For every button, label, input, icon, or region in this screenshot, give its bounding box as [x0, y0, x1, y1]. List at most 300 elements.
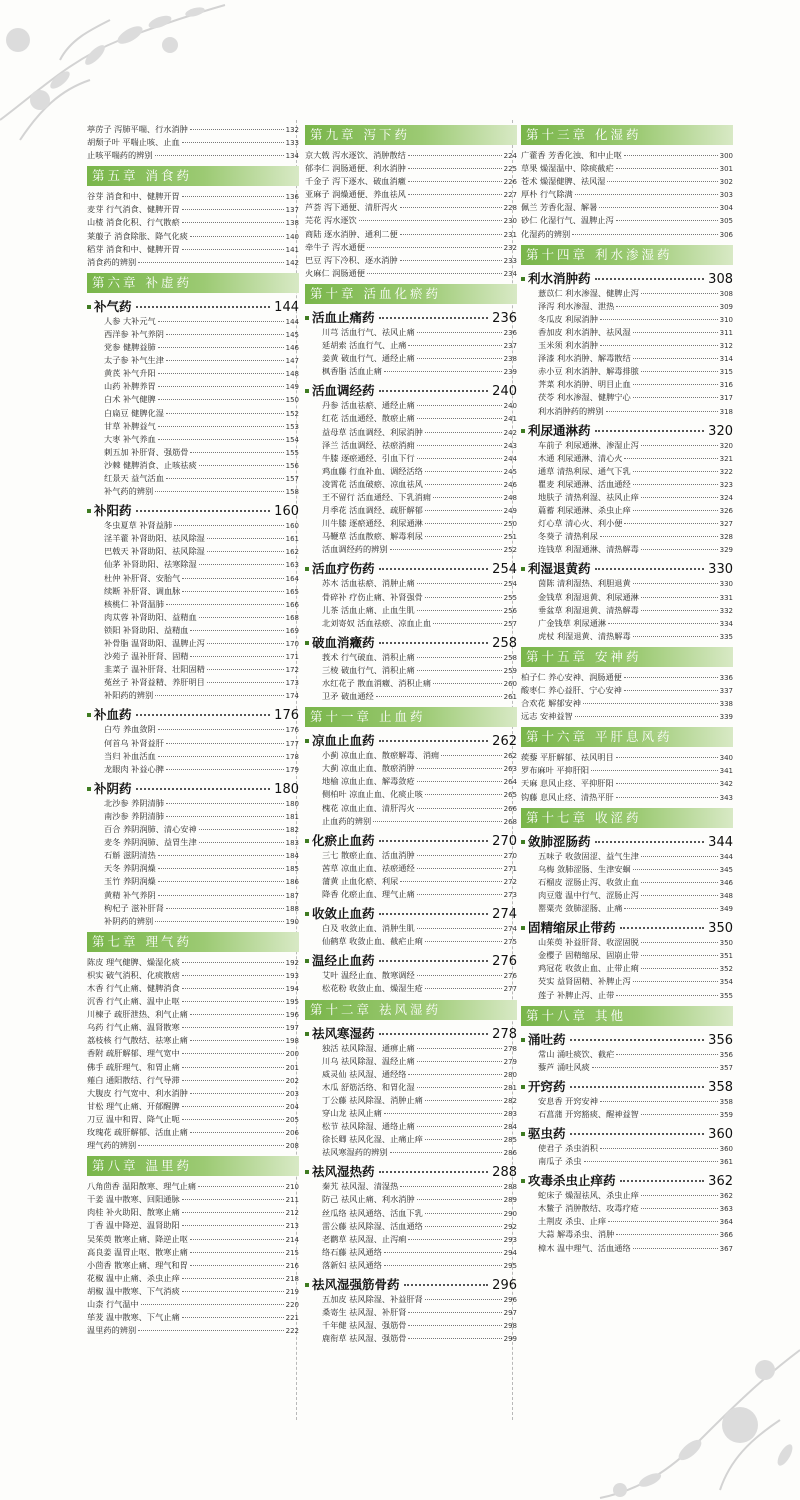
toc-entry[interactable]: [87, 572, 299, 585]
toc-entry[interactable]: [305, 802, 517, 815]
dot-leader: [600, 345, 718, 346]
toc-entry[interactable]: [87, 611, 299, 624]
toc-entry[interactable]: [87, 676, 299, 689]
toc-entry[interactable]: [305, 1180, 517, 1193]
entry-page-number: 302: [719, 178, 733, 187]
entry-title: 南瓜子 杀虫: [538, 1156, 582, 1167]
section-heading[interactable]: [305, 1275, 517, 1293]
toc-entry[interactable]: [521, 630, 733, 643]
toc-entry[interactable]: [87, 393, 299, 406]
toc-entry[interactable]: [521, 1061, 733, 1074]
toc-entry[interactable]: [305, 254, 517, 267]
toc-entry[interactable]: [87, 763, 299, 776]
toc-entry[interactable]: [305, 175, 517, 188]
toc-entry[interactable]: [305, 149, 517, 162]
toc-entry[interactable]: [87, 737, 299, 750]
toc-entry[interactable]: [87, 216, 299, 229]
toc-entry[interactable]: [87, 243, 299, 256]
toc-entry[interactable]: [521, 889, 733, 902]
toc-entry[interactable]: [521, 300, 733, 313]
toc-entry[interactable]: [521, 378, 733, 391]
toc-entry[interactable]: [87, 875, 299, 888]
entry-page-number: 228: [503, 204, 517, 213]
toc-entry[interactable]: [87, 1219, 299, 1232]
toc-entry[interactable]: [521, 391, 733, 404]
toc-entry[interactable]: [305, 439, 517, 452]
toc-entry[interactable]: [305, 591, 517, 604]
toc-entry[interactable]: [521, 1108, 733, 1121]
entry-title: 太子参 补气生津: [104, 355, 164, 366]
toc-entry[interactable]: [521, 162, 733, 175]
entry-title: 芫花 泻水逐饮: [305, 215, 357, 226]
toc-entry[interactable]: [305, 1081, 517, 1094]
toc-entry[interactable]: [305, 788, 517, 801]
dot-leader: [379, 913, 489, 915]
toc-entry[interactable]: [305, 339, 517, 352]
section-heading[interactable]: [521, 1124, 733, 1142]
toc-entry[interactable]: [521, 863, 733, 876]
toc-entry[interactable]: [305, 241, 517, 254]
toc-entry[interactable]: [305, 1306, 517, 1319]
toc-entry[interactable]: [521, 989, 733, 1002]
toc-entry[interactable]: [87, 532, 299, 545]
toc-entry[interactable]: [521, 352, 733, 365]
toc-entry[interactable]: [521, 313, 733, 326]
square-bullet-icon: [521, 926, 525, 930]
entry-page-number: 150: [285, 396, 299, 405]
toc-entry[interactable]: [87, 723, 299, 736]
toc-entry[interactable]: [521, 684, 733, 697]
entry-page-number: 338: [719, 700, 733, 709]
entry-title: 化湿药的辨别: [521, 228, 571, 239]
dot-leader: [182, 142, 284, 143]
toc-entry[interactable]: [87, 1193, 299, 1206]
section-heading[interactable]: [305, 951, 517, 969]
entry-page-number: 180: [285, 799, 299, 808]
toc-entry[interactable]: [305, 1220, 517, 1233]
toc-entry[interactable]: [87, 823, 299, 836]
toc-entry[interactable]: [305, 1042, 517, 1055]
toc-entry[interactable]: [87, 1047, 299, 1060]
toc-entry[interactable]: [87, 995, 299, 1008]
toc-entry[interactable]: [521, 188, 733, 201]
entry-page-number: 317: [719, 394, 733, 403]
toc-entry[interactable]: [521, 326, 733, 339]
section-title-text: 温经止血药: [312, 953, 375, 969]
dot-leader: [425, 1139, 502, 1140]
toc-entry[interactable]: [305, 577, 517, 590]
toc-entry[interactable]: [521, 339, 733, 352]
section-heading[interactable]: [521, 918, 733, 936]
section-heading[interactable]: [521, 421, 733, 439]
toc-entry[interactable]: [87, 1021, 299, 1034]
toc-entry[interactable]: [305, 162, 517, 175]
toc-entry[interactable]: [521, 1242, 733, 1255]
toc-entry[interactable]: [521, 201, 733, 214]
toc-entry[interactable]: [305, 1107, 517, 1120]
dot-leader: [207, 551, 284, 552]
toc-entry[interactable]: [87, 1233, 299, 1246]
toc-entry[interactable]: [305, 1120, 517, 1133]
toc-entry[interactable]: [87, 810, 299, 823]
section-title-text: 破血消癥药: [312, 634, 375, 650]
toc-entry[interactable]: [305, 530, 517, 543]
entry-page-number: 281: [503, 1083, 517, 1092]
entry-title: 罗布麻叶 平抑肝阳: [521, 765, 590, 776]
toc-entry[interactable]: [87, 519, 299, 532]
toc-entry[interactable]: [305, 969, 517, 982]
toc-entry[interactable]: [305, 1319, 517, 1332]
entry-title: 丁香 温中降逆、温肾助阳: [87, 1220, 180, 1231]
section-heading[interactable]: [521, 559, 733, 577]
section-heading[interactable]: [305, 381, 517, 399]
entry-page-number: 311: [719, 328, 733, 337]
dot-leader: [166, 413, 284, 414]
dot-leader: [417, 670, 502, 671]
toc-entry[interactable]: [87, 485, 299, 498]
toc-entry[interactable]: [521, 1228, 733, 1241]
toc-entry[interactable]: [305, 352, 517, 365]
entry-title: 火麻仁 润肠通便: [305, 267, 365, 278]
toc-entry[interactable]: [305, 478, 517, 491]
toc-entry[interactable]: [521, 710, 733, 723]
section-heading[interactable]: [305, 1024, 517, 1042]
section-heading[interactable]: [305, 633, 517, 651]
toc-entry[interactable]: [87, 190, 299, 203]
toc-entry[interactable]: [305, 677, 517, 690]
toc-entry[interactable]: [521, 175, 733, 188]
section-title: [305, 633, 375, 651]
entry-title: 常山 涌吐痰饮、截疟: [538, 1048, 615, 1059]
toc-entry[interactable]: [521, 777, 733, 790]
toc-entry[interactable]: [521, 214, 733, 227]
toc-entry[interactable]: [521, 228, 733, 241]
toc-entry[interactable]: [87, 1061, 299, 1074]
dot-leader: [417, 657, 502, 658]
toc-entry[interactable]: [521, 876, 733, 889]
entry-page-number: 145: [285, 330, 299, 339]
section-heading[interactable]: [521, 269, 733, 287]
toc-entry[interactable]: [87, 380, 299, 393]
toc-entry[interactable]: [87, 459, 299, 472]
toc-entry[interactable]: [87, 585, 299, 598]
toc-entry[interactable]: [87, 315, 299, 328]
toc-entry[interactable]: [87, 230, 299, 243]
toc-entry[interactable]: [521, 1202, 733, 1215]
toc-entry[interactable]: [87, 1139, 299, 1152]
toc-entry[interactable]: [87, 123, 299, 136]
section-heading[interactable]: [87, 705, 299, 723]
dot-leader: [400, 1186, 501, 1187]
entry-title: 北刘寄奴 活血祛瘀、凉血止血: [322, 617, 432, 628]
toc-entry[interactable]: [87, 433, 299, 446]
toc-entry[interactable]: [521, 949, 733, 962]
toc-entry[interactable]: [87, 1074, 299, 1087]
section-title: [305, 1162, 375, 1180]
toc-entry[interactable]: [87, 558, 299, 571]
toc-entry[interactable]: [521, 1215, 733, 1228]
toc-entry[interactable]: [87, 915, 299, 928]
toc-entry[interactable]: [305, 1133, 517, 1146]
entry-title: 莱菔子 消食除胀、降气化痰: [87, 230, 188, 241]
dot-leader: [633, 869, 718, 870]
toc-entry[interactable]: [521, 1155, 733, 1168]
toc-entry[interactable]: [87, 1113, 299, 1126]
toc-entry[interactable]: [87, 341, 299, 354]
entry-page-number: 292: [503, 1222, 517, 1231]
toc-entry[interactable]: [87, 149, 299, 162]
toc-entry[interactable]: [87, 367, 299, 380]
entry-page-number: 332: [719, 606, 733, 615]
toc-entry[interactable]: [87, 1298, 299, 1311]
toc-entry[interactable]: [87, 862, 299, 875]
toc-entry[interactable]: [87, 136, 299, 149]
section-heading[interactable]: [521, 1030, 733, 1048]
toc-entry[interactable]: [87, 203, 299, 216]
toc-entry[interactable]: [521, 1142, 733, 1155]
toc-entry[interactable]: [305, 888, 517, 901]
dot-leader: [433, 497, 502, 498]
toc-entry[interactable]: [521, 591, 733, 604]
entry-page-number: 234: [503, 269, 517, 278]
toc-entry[interactable]: [305, 1233, 517, 1246]
toc-entry[interactable]: [305, 1055, 517, 1068]
section-heading[interactable]: [305, 308, 517, 326]
toc-entry[interactable]: [305, 365, 517, 378]
toc-entry[interactable]: [87, 1259, 299, 1272]
toc-entry[interactable]: [305, 517, 517, 530]
toc-entry[interactable]: [305, 1094, 517, 1107]
toc-entry[interactable]: [305, 1259, 517, 1272]
toc-entry[interactable]: [521, 1189, 733, 1202]
toc-entry[interactable]: [87, 1206, 299, 1219]
toc-entry[interactable]: [87, 1324, 299, 1337]
entry-title: 甘松 理气止痛、开郁醒脾: [87, 1100, 180, 1111]
entry-title: 理气药的辨别: [87, 1140, 137, 1151]
toc-entry[interactable]: [305, 862, 517, 875]
toc-entry[interactable]: [305, 267, 517, 280]
toc-entry[interactable]: [87, 446, 299, 459]
toc-entry[interactable]: [87, 956, 299, 969]
section-heading[interactable]: [521, 1077, 733, 1095]
section-title-text: 活血调经药: [312, 383, 375, 399]
toc-entry[interactable]: [305, 1332, 517, 1345]
toc-entry[interactable]: [521, 697, 733, 710]
dot-leader: [155, 491, 283, 492]
toc-entry[interactable]: [521, 791, 733, 804]
toc-entry[interactable]: [305, 399, 517, 412]
chapter-heading: 第十五章 安神药: [521, 647, 733, 667]
toc-entry[interactable]: [87, 407, 299, 420]
toc-entry[interactable]: [87, 1180, 299, 1193]
toc-entry[interactable]: [305, 935, 517, 948]
toc-entry[interactable]: [87, 1100, 299, 1113]
toc-entry[interactable]: [521, 902, 733, 915]
entry-page-number: 266: [503, 804, 517, 813]
toc-entry[interactable]: [87, 256, 299, 269]
toc-entry[interactable]: [521, 1048, 733, 1061]
section-heading[interactable]: [521, 832, 733, 850]
toc-entry[interactable]: [305, 775, 517, 788]
section-heading[interactable]: [87, 297, 299, 315]
toc-entry[interactable]: [87, 1285, 299, 1298]
section-heading[interactable]: [305, 559, 517, 577]
toc-entry[interactable]: [305, 1293, 517, 1306]
toc-entry[interactable]: [305, 412, 517, 425]
toc-entry[interactable]: [521, 287, 733, 300]
entry-page-number: 296: [503, 1296, 517, 1304]
toc-entry[interactable]: [87, 420, 299, 433]
section-heading[interactable]: [305, 731, 517, 749]
toc-entry[interactable]: [521, 543, 733, 556]
entry-title: 商陆 逐水消肿、通利二便: [305, 228, 398, 239]
entry-title: 通草 清热利尿、通气下乳: [538, 465, 631, 476]
toc-entry[interactable]: [87, 545, 299, 558]
dot-leader: [182, 196, 284, 197]
toc-entry[interactable]: [305, 543, 517, 556]
toc-entry[interactable]: [305, 188, 517, 201]
toc-entry[interactable]: [521, 465, 733, 478]
toc-entry[interactable]: [521, 577, 733, 590]
toc-entry[interactable]: [521, 751, 733, 764]
toc-entry[interactable]: [87, 1087, 299, 1100]
dot-leader: [616, 220, 718, 221]
dot-leader: [408, 168, 502, 169]
toc-entry[interactable]: [87, 663, 299, 676]
toc-entry[interactable]: [305, 1207, 517, 1220]
toc-entry[interactable]: [87, 637, 299, 650]
toc-entry[interactable]: [87, 1311, 299, 1324]
toc-entry[interactable]: [305, 326, 517, 339]
toc-entry[interactable]: [305, 452, 517, 465]
toc-entry[interactable]: [305, 1146, 517, 1159]
toc-entry[interactable]: [305, 491, 517, 504]
toc-entry[interactable]: [521, 452, 733, 465]
toc-entry[interactable]: [305, 1068, 517, 1081]
entry-page-number: 342: [719, 780, 733, 789]
toc-entry[interactable]: [305, 604, 517, 617]
toc-entry[interactable]: [305, 465, 517, 478]
toc-entry[interactable]: [87, 1126, 299, 1139]
section-heading[interactable]: [87, 501, 299, 519]
toc-entry[interactable]: [521, 975, 733, 988]
dot-leader: [190, 630, 283, 631]
toc-entry[interactable]: [521, 530, 733, 543]
toc-entry[interactable]: [87, 472, 299, 485]
toc-entry[interactable]: [305, 690, 517, 703]
section-heading[interactable]: [87, 779, 299, 797]
toc-entry[interactable]: [521, 1095, 733, 1108]
toc-entry[interactable]: [521, 504, 733, 517]
dot-leader: [633, 484, 718, 485]
section-title: [521, 832, 591, 850]
entry-page-number: 158: [285, 488, 299, 497]
section-heading[interactable]: [305, 1162, 517, 1180]
toc-entry[interactable]: [521, 764, 733, 777]
toc-entry[interactable]: [87, 598, 299, 611]
toc-entry[interactable]: [305, 762, 517, 775]
entry-title: 地肤子 清热利湿、祛风止痒: [538, 491, 639, 502]
toc-entry[interactable]: [521, 604, 733, 617]
entry-page-number: 232: [503, 243, 517, 252]
toc-entry[interactable]: [521, 850, 733, 863]
toc-entry[interactable]: [87, 889, 299, 902]
toc-entry[interactable]: [305, 664, 517, 677]
toc-entry[interactable]: [87, 1272, 299, 1285]
toc-entry[interactable]: [521, 439, 733, 452]
toc-entry[interactable]: [305, 617, 517, 630]
dot-leader: [166, 816, 284, 817]
toc-entry[interactable]: [305, 651, 517, 664]
entry-page-number: 355: [719, 991, 733, 1000]
entry-title: 大枣 补气养血: [104, 433, 156, 444]
entry-page-number: 312: [719, 342, 733, 351]
toc-entry[interactable]: [87, 849, 299, 862]
toc-entry[interactable]: [521, 478, 733, 491]
toc-entry[interactable]: [87, 797, 299, 810]
toc-entry[interactable]: [87, 1008, 299, 1021]
toc-entry[interactable]: [305, 815, 517, 828]
entry-title: 枳实 破气消积、化痰散痞: [87, 969, 180, 980]
toc-entry[interactable]: [305, 214, 517, 227]
toc-entry[interactable]: [87, 624, 299, 637]
toc-entry[interactable]: [305, 228, 517, 241]
section-heading[interactable]: [305, 831, 517, 849]
toc-entry[interactable]: [305, 426, 517, 439]
toc-entry[interactable]: [305, 875, 517, 888]
toc-entry[interactable]: [305, 504, 517, 517]
entry-title: 骨碎补 疗伤止痛、补肾强骨: [322, 591, 423, 602]
toc-entry[interactable]: [521, 617, 733, 630]
section-heading[interactable]: [305, 904, 517, 922]
toc-entry[interactable]: [521, 671, 733, 684]
toc-entry[interactable]: [305, 749, 517, 762]
toc-entry[interactable]: [521, 517, 733, 530]
square-bullet-icon: [305, 959, 309, 963]
toc-entry[interactable]: [521, 365, 733, 378]
toc-entry[interactable]: [87, 689, 299, 702]
toc-entry[interactable]: [305, 1246, 517, 1259]
toc-entry[interactable]: [305, 922, 517, 935]
toc-entry[interactable]: [521, 405, 733, 418]
toc-entry[interactable]: [87, 750, 299, 763]
toc-entry[interactable]: [87, 1246, 299, 1259]
toc-entry[interactable]: [521, 149, 733, 162]
toc-entry[interactable]: [87, 982, 299, 995]
entry-title: 补骨脂 温肾助阳、温脾止泻: [104, 638, 205, 648]
toc-entry[interactable]: [305, 849, 517, 862]
entry-page-number: 220: [285, 1301, 299, 1310]
toc-entry[interactable]: [305, 201, 517, 214]
entry-title: 肉豆蔻 温中行气、涩肠止泻: [538, 889, 639, 900]
toc-entry[interactable]: [87, 902, 299, 915]
entry-page-number: 348: [719, 891, 733, 900]
toc-entry[interactable]: [87, 328, 299, 341]
toc-entry[interactable]: [87, 650, 299, 663]
section-heading[interactable]: [521, 1171, 733, 1189]
toc-entry[interactable]: [87, 969, 299, 982]
toc-entry[interactable]: [521, 491, 733, 504]
toc-entry[interactable]: [87, 1034, 299, 1047]
toc-entry[interactable]: [521, 936, 733, 949]
toc-entry[interactable]: [521, 962, 733, 975]
toc-entry[interactable]: [305, 982, 517, 995]
entry-page-number: 243: [503, 441, 517, 450]
dot-leader: [190, 1093, 284, 1094]
toc-entry[interactable]: [87, 354, 299, 367]
toc-entry[interactable]: [87, 836, 299, 849]
toc-entry[interactable]: [305, 1193, 517, 1206]
